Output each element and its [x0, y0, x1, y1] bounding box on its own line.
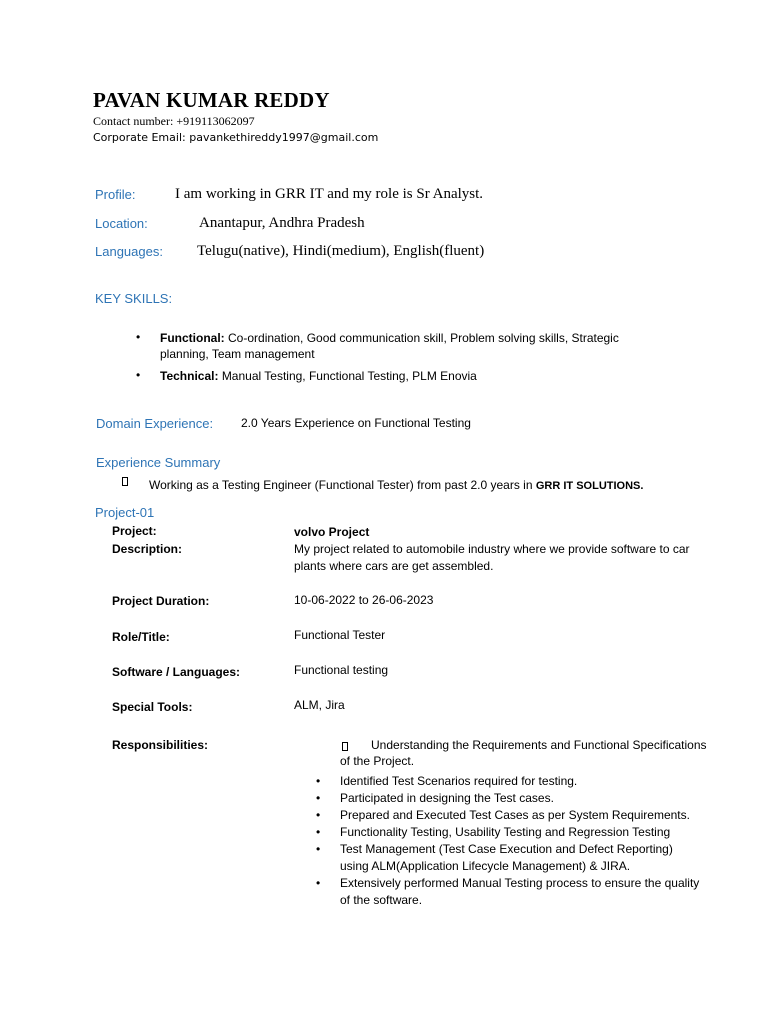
- responsibility-item: [316, 824, 756, 841]
- responsibilities-ul: [316, 773, 756, 909]
- bullet-icon: •: [316, 808, 321, 822]
- contact-number: Contact number: +919113062097: [93, 114, 255, 128]
- corporate-email: [93, 131, 378, 144]
- checkbox-bullet-icon: [122, 477, 128, 486]
- project-heading: Project-01: [95, 505, 155, 520]
- description-line1: My project related to automobile industry where we provide software to car: [294, 542, 690, 556]
- role-label: Role/Title:: [112, 630, 170, 644]
- bullet-icon: •: [316, 774, 321, 788]
- tools-value: ALM, Jira: [294, 698, 345, 712]
- bullet-icon: •: [316, 791, 321, 805]
- email-label: Corporate Email:: [93, 131, 186, 144]
- responsibility-line1: Extensively performed Manual Testing process to ensure the quality: [340, 876, 700, 890]
- tools-label: Special Tools:: [112, 700, 193, 714]
- software-label: Software / Languages:: [112, 665, 241, 679]
- domain-experience-label: Domain Experience:: [96, 416, 214, 431]
- responsibility-line1: Participated in designing the Test cases.: [340, 791, 554, 805]
- checkbox-bullet-icon: [342, 742, 348, 751]
- languages-value: Telugu(native), Hindi(medium), English(fluent): [197, 243, 485, 259]
- role-value: Functional Tester: [294, 628, 386, 642]
- candidate-name: PAVAN KUMAR REDDY: [93, 88, 330, 112]
- technical-value: Manual Testing, Functional Testing, PLM Enovia: [221, 369, 477, 383]
- software-value: Functional testing: [294, 663, 389, 677]
- responsibility-item: [316, 773, 756, 790]
- profile-value: I am working in GRR IT and my role is Sr Analyst.: [175, 186, 484, 202]
- email-value: pavankethireddy1997@gmail.com: [189, 131, 379, 144]
- key-skills-heading: KEY SKILLS:: [95, 291, 173, 306]
- domain-experience-value: 2.0 Years Experience on Functional Testing: [241, 416, 471, 430]
- bullet-icon: •: [136, 330, 141, 344]
- bullet-icon: •: [316, 825, 321, 839]
- description-label: Description:: [112, 542, 183, 556]
- description-line2: plants where cars are get assembled.: [294, 559, 494, 573]
- duration-value: 10-06-2022 to 26-06-2023: [294, 593, 434, 607]
- project-value: volvo Project: [294, 525, 370, 539]
- responsibility-item: [316, 790, 756, 807]
- functional-skills-line1: [160, 331, 619, 345]
- bullet-icon: •: [316, 876, 321, 890]
- responsibility-line2: using ALM(Application Lifecycle Management) & JIRA.: [340, 859, 631, 873]
- experience-summary-heading: Experience Summary: [96, 455, 221, 470]
- location-value: Anantapur, Andhra Pradesh: [199, 215, 365, 231]
- company-name: GRR IT SOLUTIONS.: [535, 480, 644, 492]
- technical-skills: [160, 369, 477, 383]
- responsibility-item: [316, 875, 756, 909]
- responsibility-line2: of the software.: [340, 893, 423, 907]
- duration-label: Project Duration:: [112, 594, 210, 608]
- responsibility-item: [316, 807, 756, 824]
- functional-value-line1: Co-ordination, Good communication skill, Problem solving skills, Strategic: [228, 331, 619, 345]
- summary-sentence: Working as a Testing Engineer (Functional Tester) from past 2.0 years in: [149, 478, 533, 492]
- functional-skills-line2: planning, Team management: [160, 347, 315, 361]
- responsibility-line1: Functionality Testing, Usability Testing and Regression Testing: [340, 825, 671, 839]
- responsibility-line1: Test Management (Test Case Execution and Defect Reporting): [340, 842, 673, 856]
- first-responsibility-line1: Understanding the Requirements and Functional Specifications: [371, 738, 707, 752]
- profile-label: Profile:: [95, 187, 136, 202]
- responsibilities-list: [316, 773, 756, 909]
- functional-label: Functional:: [160, 331, 225, 345]
- technical-label: Technical:: [160, 369, 219, 383]
- location-label: Location:: [95, 216, 148, 231]
- first-responsibility-line2: of the Project.: [340, 754, 415, 768]
- experience-summary-text: [149, 478, 643, 492]
- responsibility-line1: Prepared and Executed Test Cases as per System Requirements.: [340, 808, 690, 822]
- project-label: Project:: [112, 524, 157, 538]
- responsibility-line1: Identified Test Scenarios required for testing.: [340, 774, 578, 788]
- bullet-icon: •: [316, 842, 321, 856]
- languages-label: Languages:: [95, 244, 163, 259]
- bullet-icon: •: [136, 368, 141, 382]
- responsibilities-label: Responsibilities:: [112, 738, 209, 752]
- responsibility-item: [316, 841, 756, 875]
